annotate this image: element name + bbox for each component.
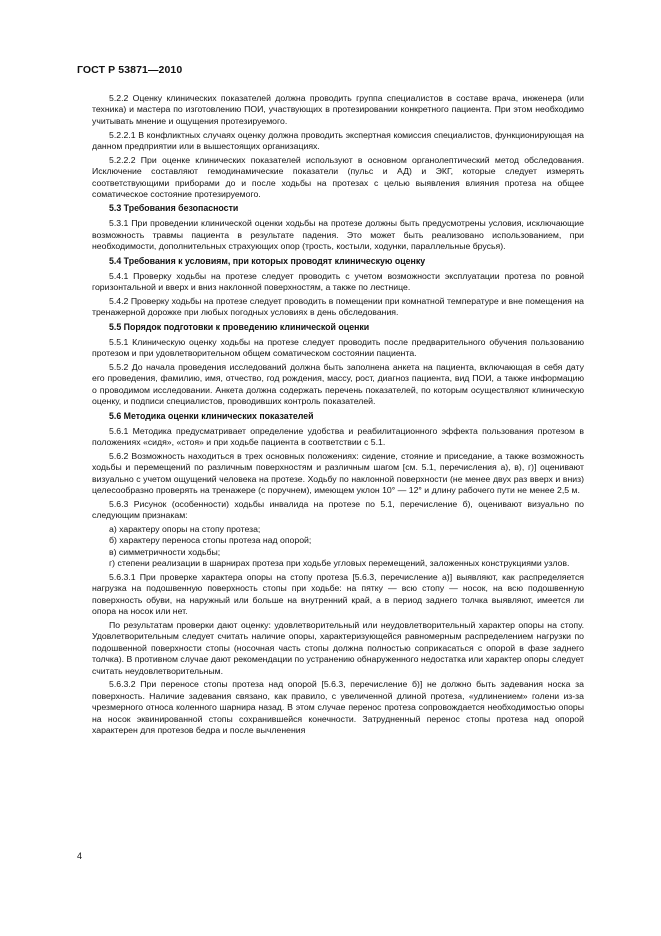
paragraph: 5.6.3.2 При переносе стопы протеза над опорой [5.6.3, перечисление б)] не должно быть задевания носка за поверхность. Наличие задевания связано, как правило, с увеличенной длиной протеза, «удлинением» голени из-за чрезмерного относа коленного шарнира назад. В этом случае перенос протеза сопровождается необходимостью опоры на носок эквинированной стопы сохранившейся конечности. Затрудненный перенос стопы протеза над опорой характерен для протезов бедра и после вычленения: [92, 679, 584, 735]
page-number: 4: [77, 851, 83, 861]
paragraph: 5.6.3 Рисунок (особенности) ходьбы инвалида на протезе по 5.1, перечисление б), оценивают визуально по следующим признакам:: [92, 498, 584, 521]
section-heading: 5.4 Требования к условиям, при которых проводят клиническую оценку: [109, 255, 426, 266]
paragraph: 5.4.2 Проверку ходьбы на протезе следует проводить в помещении при комнатной температуре и вне помещения на тренажерной дорожке при любых погодных условиях в день обследования.: [92, 295, 584, 318]
paragraph: 5.4.1 Проверку ходьбы на протезе следует проводить с учетом возможности эксплуатации протеза по ровной горизонтальной и вверх и вниз наклонной поверхностям, а также по лестнице.: [92, 270, 584, 293]
paragraph: 5.6.1 Методика предусматривает определение удобства и реабилитационного эффекта пользования протезом в положениях «сидя», «стоя» и при ходьбе пациента в соответствии с 5.1.: [92, 425, 584, 447]
list-item: в) симметричности ходьбы;: [109, 546, 221, 557]
section-heading: 5.3 Требования безопасности: [109, 203, 239, 214]
section-heading: 5.6 Методика оценки клинических показателей: [109, 410, 314, 421]
list-item: а) характеру опоры на стопу протеза;: [109, 523, 261, 534]
document-body: [92, 93, 584, 739]
paragraph: 5.5.1 Клиническую оценку ходьбы на протезе следует проводить после предварительного обучения пользованию протезом и при удовлетворительном общем соматическом состоянии пациента.: [92, 336, 584, 359]
paragraph: 5.5.2 До начала проведения исследований должна быть заполнена анкета на пациента, включающая в себя дату его проведения, фамилию, имя, отчество, год рождения, массу, рост, диагноз пациента, вид ПОИ, а также информацию о проводимом исследовании. Анкета должна содержать перечень показателей, по которым осуществляют клиническую оценку, и подписи специалистов, проводивших контроль показателей.: [92, 361, 584, 407]
standard-header: ГОСТ Р 53871—2010: [77, 64, 183, 76]
list-item: г) степени реализации в шарнирах протеза при ходьбе угловых перемещений, заложенных конструкциями узлов.: [109, 558, 570, 569]
paragraph: 5.2.2.2 При оценке клинических показателей используют в основном органолептический метод обследования. Исключение составляют гемодинамические показатели (пульс и АД) и ЭКГ, которые следует измерять соответствующими приборами до и после ходьбы на протезах с целью выявления влияния протеза на общее соматическое состояние протезируемого.: [92, 154, 584, 199]
paragraph: 5.6.3.1 При проверке характера опоры на стопу протеза [5.6.3, перечисление а)] выявляют, как распределяется нагрузка на подошвенную поверхность стопы при ходьбе: на пятку — всю стопу — носок, на всю подошвенную поверхность обуви, на наружный или больше на внутренний край, а в период заднего толчка выявляют, имеется ли опора на носок или нет.: [92, 571, 584, 617]
section-heading: 5.5 Порядок подготовки к проведению клинической оценки: [109, 321, 370, 332]
paragraph: По результатам проверки дают оценку: удовлетворительный или неудовлетворительный характер опоры на стопу. Удовлетворительным следует считать наличие опоры, характеризующейся равномерным распределением нагрузки по подошвенной поверхности стопы (носочная часть стопы должна полностью соприкасаться с опорой в фазе заднего толчка). В противном случае дают рекомендации по устранению обнаруженного недостатка или характер опоры следует считать неудовлетворительным.: [92, 619, 584, 676]
list-item: б) характеру переноса стопы протеза над опорой;: [109, 535, 312, 546]
paragraph: 5.6.2 Возможность находиться в трех основных положениях: сидение, стояние и приседание, а также возможность ходьбы и перемещений по различным поверхностям и различным шагом [см. 5.1, перечисления а), в), г)] оценивают визуально с учетом ощущений человека на протезе. Ходьбу по наклонной поверхности (не менее двух раз вверх и вниз) целесообразно проверять на тренажере (с поручнем), имеющем уклон 10° — 12° и длину рабочего пути не менее 2,5 м.: [92, 450, 584, 495]
paragraph: 5.2.2 Оценку клинических показателей должна проводить группа специалистов в составе врача, инженера (или техника) и мастера по изготовлению ПОИ, участвующих в протезировании конкретного пациента. При этом необходимо учитывать мнение и ощущения протезируемого.: [92, 93, 584, 126]
paragraph: 5.2.2.1 В конфликтных случаях оценку должна проводить экспертная комиссия специалистов, функционирующая на данном предприятии или в вышестоящих организациях.: [92, 129, 584, 151]
paragraph: 5.3.1 При проведении клинической оценки ходьбы на протезе должны быть предусмотрены условия, исключающие возможность травмы пациента в результате падения. Это может быть реализовано использованием, при необходимости, дополнительных страхующих опор (трость, костыли, ходунки, параллельные брусья).: [92, 218, 584, 252]
